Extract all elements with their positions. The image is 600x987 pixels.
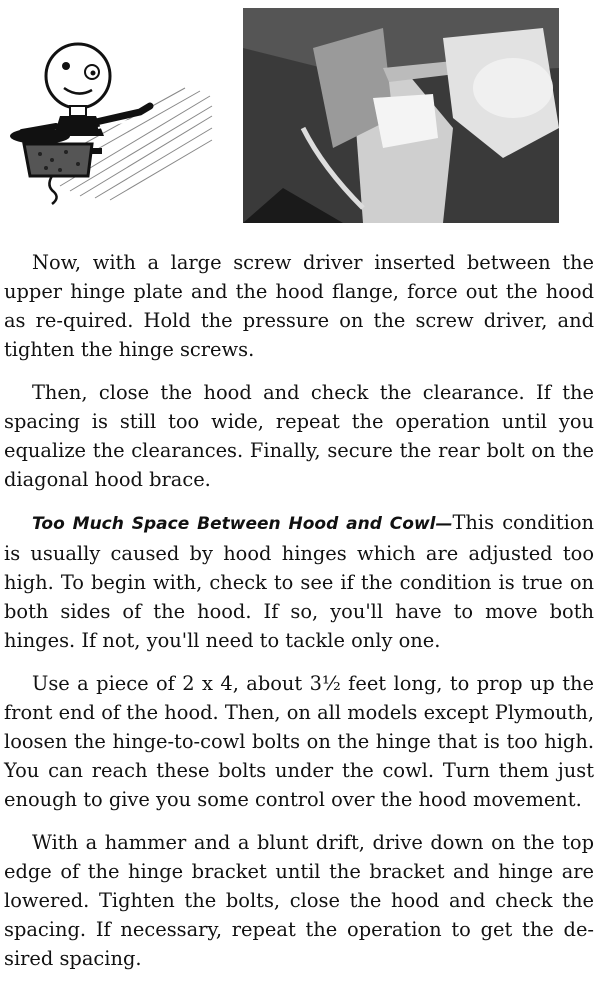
paragraph-2: Then, close the hood and check the clearance. If the spacing is still too wide, repeat the operation until you equalize the clearances. Finally, secure the rear bolt on the diagonal hood brace. — [4, 381, 594, 491]
cartoon-illustration — [0, 36, 215, 206]
paragraph-3 — [4, 508, 594, 655]
paragraph-5: With a hammer and a blunt drift, drive down on the top edge of the hinge bracket until the bracket and hinge are lowered. Tighten the bolts, close the hood and check the spacing. If necessary, repeat the operation to get the de-sired spacing. — [4, 831, 594, 970]
paragraph-4: Use a piece of 2 x 4, about 3½ feet long, to prop up the front end of the hood. Then, on all models except Plymouth, loosen the hinge-to-cowl bolts on the hinge that is too high. You can reach these bolts under the cowl. Turn them just enough to give you some control over the hood movement. — [4, 672, 594, 811]
paragraph-3-body: This condition is usually caused by hood hinges which are adjusted too high. To begin with, check to see if the condition is true on both sides of the hood. If so, you'll have to move both hinges. If not, you'll need to tackle only one. — [4, 511, 594, 652]
article-body — [4, 248, 594, 987]
hinge-adjustment-photo — [243, 8, 559, 223]
paragraph-1: Now, with a large screw driver inserted between the upper hinge plate and the hood flange, force out the hood as re-quired. Hold the pressure on the screw driver, and tighten the hinge screws. — [4, 251, 594, 361]
section-heading: Too Much Space Between Hood and Cowl— — [32, 514, 453, 534]
